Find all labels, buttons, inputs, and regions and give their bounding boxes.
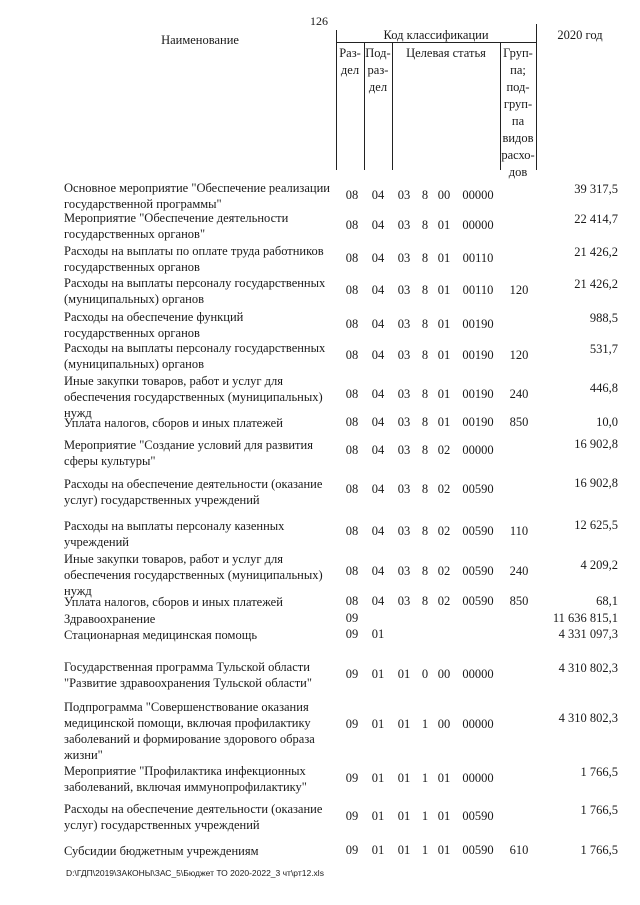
code-vr: 850 [509, 415, 529, 429]
header-divider [536, 24, 537, 170]
row-name-line: Основное мероприятие "Обеспечение реализации [64, 181, 330, 195]
code-pr: 04 [371, 443, 385, 457]
code-pr: 04 [371, 524, 385, 538]
code-rz: 08 [345, 443, 359, 457]
row-name [64, 801, 336, 833]
code-pr: 01 [371, 627, 385, 641]
code-rz: 08 [345, 218, 359, 232]
amount-2020: 531,7 [589, 342, 618, 356]
code-c1: 01 [397, 843, 411, 857]
code-c3: 00 [437, 717, 451, 731]
code-rz: 08 [345, 188, 359, 202]
amount-2020: 988,5 [589, 311, 618, 325]
code-c1: 03 [397, 218, 411, 232]
header-gruppa: Груп- па; под- груп- па видов расхо- дов [501, 46, 535, 179]
code-c3: 01 [437, 317, 451, 331]
row-name [64, 243, 336, 275]
code-c1: 03 [397, 482, 411, 496]
row-name-line: (муниципальных) органов [64, 292, 205, 306]
amount-2020: 10,0 [596, 415, 618, 429]
row-name-line: (муниципальных) органов [64, 357, 205, 371]
row-name-line: заболеваний и формирование здорового образа [64, 732, 315, 746]
row-name [64, 659, 336, 691]
code-c2: 8 [421, 415, 429, 429]
code-c1: 01 [397, 809, 411, 823]
header-tselevaya: Целевая статья [406, 46, 486, 60]
code-c1: 03 [397, 443, 411, 457]
row-name-line: Государственная программа Тульской области [64, 660, 310, 674]
header-podrazdel: Под- раз- дел [365, 46, 391, 94]
header-name: Наименование [161, 33, 239, 47]
code-vr: 240 [509, 564, 529, 578]
amount-2020: 1 766,5 [580, 843, 618, 857]
row-name-line: жизни" [64, 748, 103, 762]
row-name-line: заболеваний, включая иммунопрофилактику" [64, 780, 307, 794]
code-vr: 610 [509, 843, 529, 857]
code-c4: 00110 [462, 251, 494, 265]
code-c1: 01 [397, 667, 411, 681]
code-rz: 08 [345, 283, 359, 297]
code-c4: 00590 [462, 564, 494, 578]
amount-2020: 1 766,5 [580, 765, 618, 779]
code-pr: 01 [371, 667, 385, 681]
row-name [64, 180, 336, 212]
code-pr: 04 [371, 482, 385, 496]
row-name-line: Мероприятие "Профилактика инфекционных [64, 764, 306, 778]
code-c2: 8 [421, 218, 429, 232]
code-c4: 00590 [462, 594, 494, 608]
code-c2: 0 [421, 667, 429, 681]
code-vr: 120 [509, 283, 529, 297]
code-c4: 00590 [462, 843, 494, 857]
row-name [64, 763, 336, 795]
code-pr: 01 [371, 771, 385, 785]
code-c2: 8 [421, 443, 429, 457]
code-c4: 00190 [462, 348, 494, 362]
code-c1: 03 [397, 283, 411, 297]
code-c4: 00000 [462, 218, 494, 232]
code-c1: 03 [397, 317, 411, 331]
row-name-line: Расходы на выплаты персоналу казенных [64, 519, 285, 533]
row-name [64, 843, 336, 859]
amount-2020: 12 625,5 [574, 518, 618, 532]
code-c1: 03 [397, 387, 411, 401]
row-name-line: обеспечения государственных (муниципальных) [64, 390, 323, 404]
code-pr: 04 [371, 317, 385, 331]
code-pr: 04 [371, 283, 385, 297]
code-c3: 01 [437, 387, 451, 401]
code-c4: 00000 [462, 667, 494, 681]
row-name [64, 627, 336, 643]
row-name [64, 437, 336, 469]
amount-2020: 16 902,8 [574, 437, 618, 451]
code-c3: 02 [437, 482, 451, 496]
amount-2020: 21 426,2 [574, 245, 618, 259]
code-pr: 04 [371, 188, 385, 202]
row-name-line: Расходы на обеспечение функций [64, 310, 244, 324]
code-pr: 04 [371, 387, 385, 401]
code-pr: 04 [371, 594, 385, 608]
row-name-line: Уплата налогов, сборов и иных платежей [64, 416, 283, 430]
code-c3: 01 [437, 251, 451, 265]
code-c3: 01 [437, 809, 451, 823]
code-c3: 02 [437, 564, 451, 578]
row-name [64, 518, 336, 550]
row-name-line: Уплата налогов, сборов и иных платежей [64, 595, 283, 609]
code-vr: 850 [509, 594, 529, 608]
code-rz: 09 [345, 667, 359, 681]
code-c2: 8 [421, 348, 429, 362]
code-pr: 04 [371, 251, 385, 265]
code-pr: 04 [371, 348, 385, 362]
code-rz: 08 [345, 415, 359, 429]
row-name-line: Иные закупки товаров, работ и услуг для [64, 552, 284, 566]
row-name [64, 476, 336, 508]
code-c3: 00 [437, 667, 451, 681]
code-c2: 8 [421, 594, 429, 608]
code-c1: 03 [397, 564, 411, 578]
code-pr: 01 [371, 843, 385, 857]
row-name-line: государственных органов [64, 326, 200, 340]
code-c2: 1 [421, 843, 429, 857]
row-name [64, 699, 336, 763]
page-number: 126 [310, 14, 328, 28]
code-c2: 8 [421, 564, 429, 578]
row-name [64, 340, 336, 372]
header-year: 2020 год [557, 28, 603, 42]
row-name [64, 210, 336, 242]
row-name [64, 275, 336, 307]
code-c2: 8 [421, 387, 429, 401]
header-code-group: Код классификации [383, 28, 489, 42]
code-c4: 00590 [462, 524, 494, 538]
code-vr: 240 [509, 387, 529, 401]
code-rz: 08 [345, 387, 359, 401]
row-name [64, 309, 336, 341]
row-name [64, 373, 336, 421]
code-c3: 01 [437, 843, 451, 857]
row-name-line: государственных органов [64, 260, 200, 274]
row-name-line: государственных органов" [64, 227, 206, 241]
code-c2: 8 [421, 188, 429, 202]
file-path-footer: D:\ГДП\2019\ЗАКОНЫ\ЗАС_5\Бюджет ТО 2020-2022_3 чт\рт12.xls [66, 868, 324, 878]
code-pr: 01 [371, 809, 385, 823]
row-name-line: Подпрограмма "Совершенствование оказания [64, 700, 309, 714]
code-c1: 01 [397, 717, 411, 731]
row-name-line: Стационарная медицинская помощь [64, 628, 258, 642]
amount-2020: 22 414,7 [574, 212, 618, 226]
code-c3: 02 [437, 594, 451, 608]
code-c3: 02 [437, 524, 451, 538]
code-c3: 00 [437, 188, 451, 202]
code-vr: 110 [509, 524, 529, 538]
amount-2020: 21 426,2 [574, 277, 618, 291]
row-name [64, 415, 336, 431]
code-rz: 08 [345, 348, 359, 362]
row-name-line: услуг) государственных учреждений [64, 493, 260, 507]
code-rz: 09 [345, 843, 359, 857]
row-name [64, 611, 336, 627]
code-c2: 1 [421, 809, 429, 823]
code-c1: 03 [397, 188, 411, 202]
code-c3: 01 [437, 771, 451, 785]
row-name-line: Здравоохранение [64, 612, 156, 626]
code-rz: 08 [345, 482, 359, 496]
header-razdel: Раз- дел [339, 46, 361, 77]
code-rz: 09 [345, 627, 359, 641]
row-name-line: услуг) государственных учреждений [64, 818, 260, 832]
code-c1: 03 [397, 524, 411, 538]
code-c2: 8 [421, 317, 429, 331]
code-c4: 00110 [462, 283, 494, 297]
code-c3: 01 [437, 348, 451, 362]
row-name-line: "Развитие здравоохранения Тульской области" [64, 676, 312, 690]
code-c2: 8 [421, 283, 429, 297]
code-c1: 03 [397, 594, 411, 608]
amount-2020: 4 209,2 [580, 558, 618, 572]
row-name-line: нужд [64, 584, 92, 598]
code-rz: 08 [345, 594, 359, 608]
row-name-line: Расходы на обеспечение деятельности (оказание [64, 477, 323, 491]
code-c4: 00190 [462, 415, 494, 429]
code-rz: 08 [345, 251, 359, 265]
code-rz: 09 [345, 771, 359, 785]
amount-2020: 4 310 802,3 [558, 661, 618, 675]
code-c2: 8 [421, 482, 429, 496]
code-c4: 00190 [462, 387, 494, 401]
code-c2: 1 [421, 717, 429, 731]
amount-2020: 68,1 [596, 594, 618, 608]
code-rz: 09 [345, 717, 359, 731]
code-c3: 01 [437, 415, 451, 429]
amount-2020: 4 310 802,3 [558, 711, 618, 725]
amount-2020: 39 317,5 [574, 182, 618, 196]
code-rz: 08 [345, 564, 359, 578]
row-name-line: государственной программы" [64, 197, 222, 211]
code-c4: 00000 [462, 717, 494, 731]
row-name-line: Мероприятие "Создание условий для развития [64, 438, 313, 452]
code-c4: 00000 [462, 771, 494, 785]
row-name-line: Расходы на выплаты персоналу государственных [64, 341, 326, 355]
row-name-line: Субсидии бюджетным учреждениям [64, 844, 259, 858]
code-c2: 1 [421, 771, 429, 785]
code-c1: 03 [397, 348, 411, 362]
amount-2020: 1 766,5 [580, 803, 618, 817]
code-rz: 08 [345, 524, 359, 538]
row-name-line: Расходы на выплаты персоналу государственных [64, 276, 326, 290]
code-c2: 8 [421, 524, 429, 538]
code-c4: 00190 [462, 317, 494, 331]
row-name-line: Расходы на выплаты по оплате труда работников [64, 244, 324, 258]
row-name-line: нужд [64, 406, 92, 420]
code-c1: 01 [397, 771, 411, 785]
code-pr: 04 [371, 218, 385, 232]
code-c4: 00000 [462, 443, 494, 457]
row-name-line: Мероприятие "Обеспечение деятельности [64, 211, 289, 225]
code-pr: 04 [371, 564, 385, 578]
code-c3: 01 [437, 218, 451, 232]
code-c3: 02 [437, 443, 451, 457]
row-name-line: Иные закупки товаров, работ и услуг для [64, 374, 284, 388]
code-c4: 00590 [462, 482, 494, 496]
code-c1: 03 [397, 415, 411, 429]
row-name [64, 594, 336, 610]
code-rz: 08 [345, 317, 359, 331]
row-name-line: Расходы на обеспечение деятельности (оказание [64, 802, 323, 816]
code-c1: 03 [397, 251, 411, 265]
amount-2020: 446,8 [589, 381, 618, 395]
code-pr: 04 [371, 415, 385, 429]
amount-2020: 11 636 815,1 [552, 611, 618, 625]
code-pr: 01 [371, 717, 385, 731]
code-vr: 120 [509, 348, 529, 362]
code-rz: 09 [345, 809, 359, 823]
row-name-line: обеспечения государственных (муниципальных) [64, 568, 323, 582]
code-rz: 09 [345, 611, 359, 625]
row-name-line: медицинской помощи, включая профилактику [64, 716, 311, 730]
row-name-line: учреждений [64, 535, 129, 549]
code-c4: 00590 [462, 809, 494, 823]
amount-2020: 16 902,8 [574, 476, 618, 490]
row-name-line: сферы культуры" [64, 454, 156, 468]
code-c2: 8 [421, 251, 429, 265]
code-c3: 01 [437, 283, 451, 297]
row-name [64, 551, 336, 599]
code-c4: 00000 [462, 188, 494, 202]
amount-2020: 4 331 097,3 [558, 627, 618, 641]
